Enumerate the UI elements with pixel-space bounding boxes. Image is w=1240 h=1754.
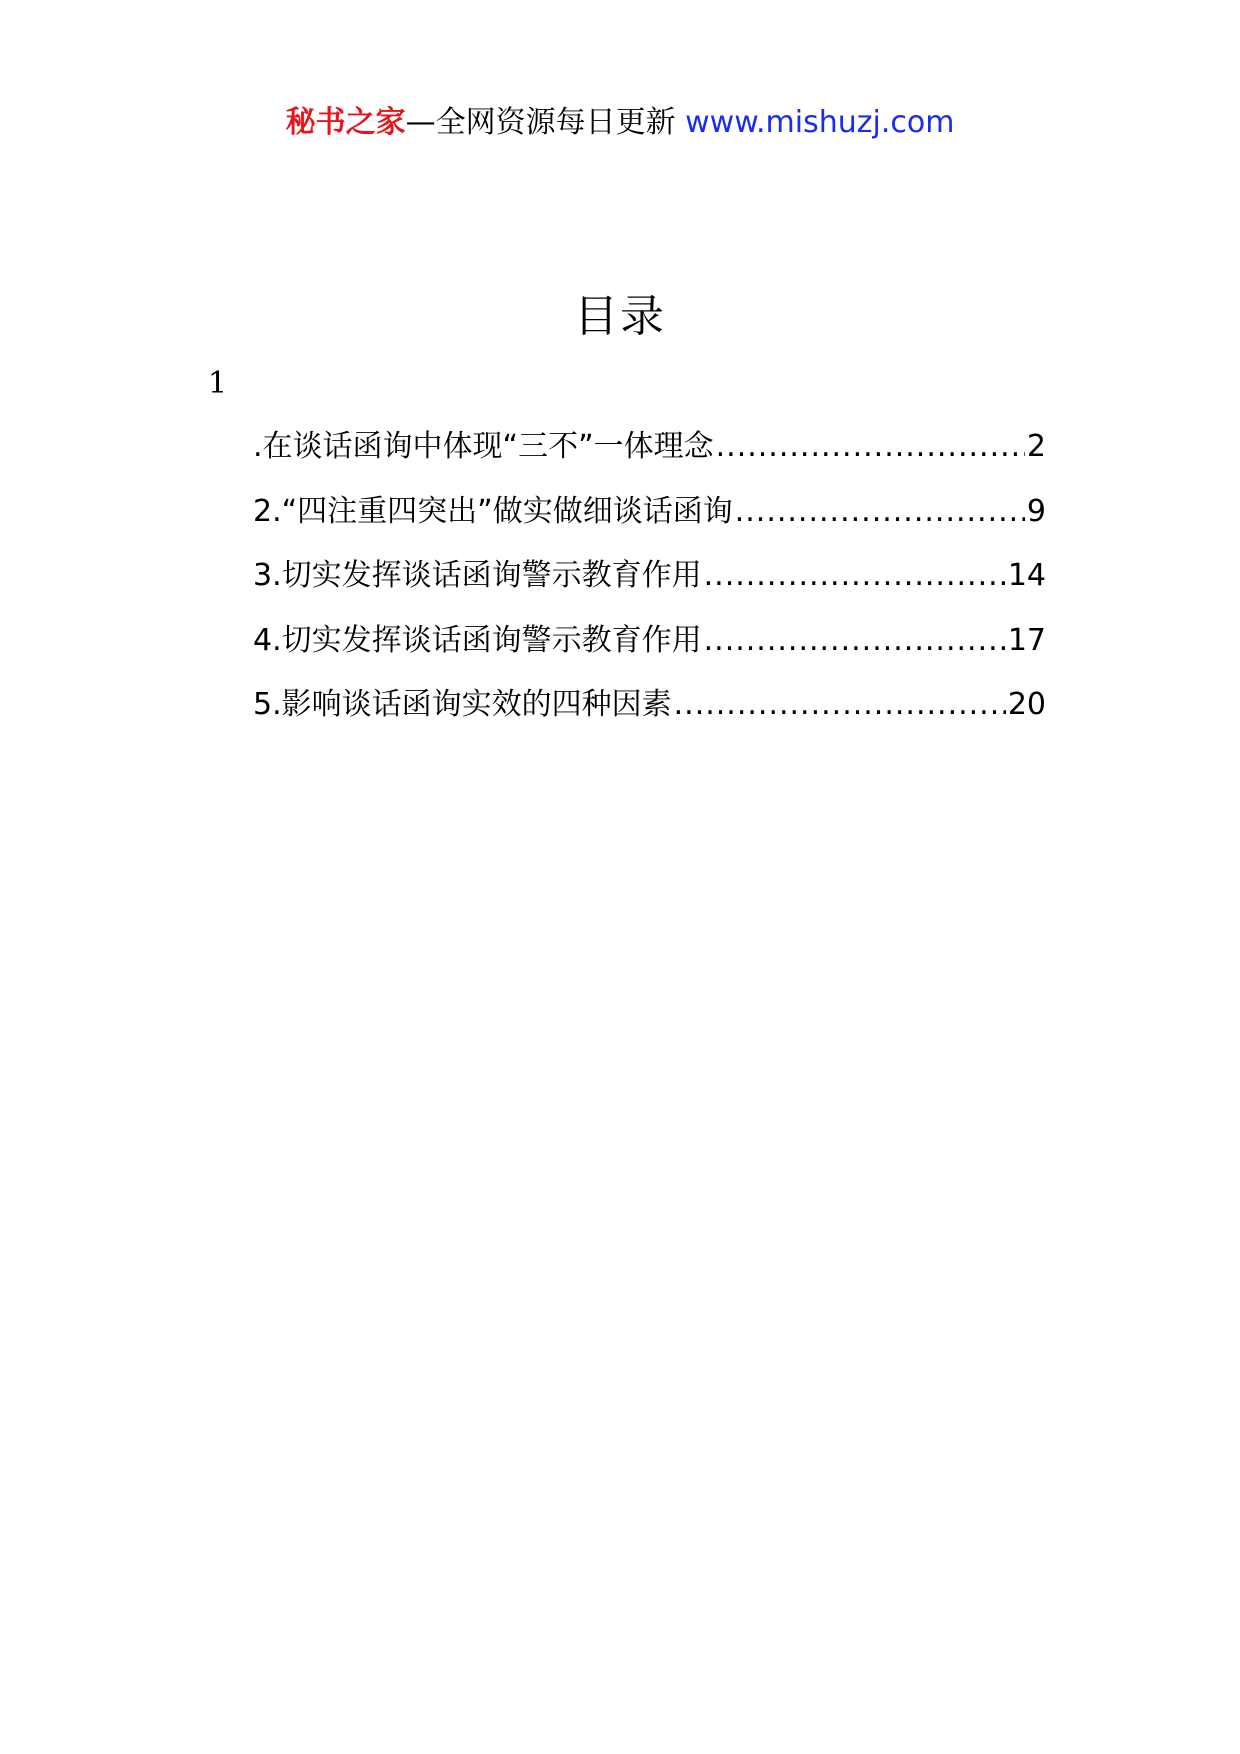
table-of-contents (253, 423, 1046, 746)
toc-page-number: 2 (1026, 429, 1046, 464)
toc-entry[interactable] (253, 423, 1046, 488)
toc-entry[interactable] (253, 552, 1046, 617)
list-number-marker: 1 (208, 366, 228, 401)
toc-entry[interactable] (253, 488, 1046, 553)
toc-entry-title: 4.切实发挥谈话函询警示教育作用 (253, 622, 702, 658)
toc-page-number: 20 (1007, 687, 1046, 722)
toc-entry-title: .在谈话函询中体现“三不”一体理念 (253, 429, 714, 464)
toc-title: 目录 (574, 291, 666, 342)
toc-entry-title: 5.影响谈话函询实效的四种因素 (253, 687, 672, 722)
toc-page-number: 17 (1007, 622, 1046, 658)
site-header (0, 100, 1240, 146)
toc-dot-leader (716, 423, 1025, 471)
toc-entry-title: 2.“四注重四突出”做实做细谈话函询 (253, 493, 733, 529)
toc-dot-leader (674, 681, 1006, 729)
toc-page-number: 14 (1007, 558, 1046, 593)
toc-entry[interactable] (253, 617, 1046, 682)
toc-entry-title: 3.切实发挥谈话函询警示教育作用 (253, 558, 702, 593)
site-url-link[interactable]: www.mishuzj.com (685, 105, 955, 140)
brand-name: 秘书之家 (285, 105, 406, 140)
toc-dot-leader (735, 488, 1025, 536)
toc-dot-leader (704, 617, 1006, 665)
toc-page-number: 9 (1026, 493, 1046, 529)
header-tagline: —全网资源每日更新 (405, 105, 676, 140)
toc-dot-leader (704, 552, 1006, 600)
toc-entry[interactable] (253, 681, 1046, 746)
